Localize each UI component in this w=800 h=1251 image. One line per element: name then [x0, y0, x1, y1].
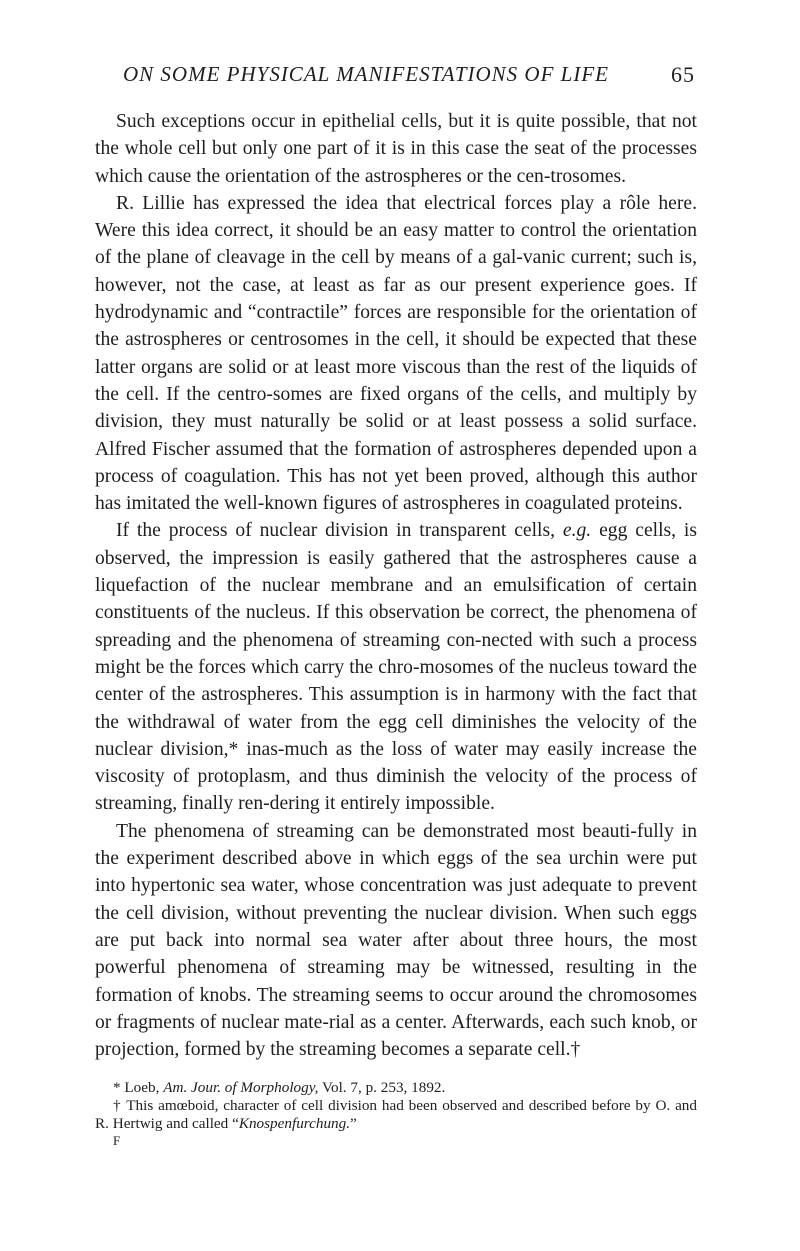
footnote-loeb-journal: Am. Jour. of Morphology, [163, 1079, 319, 1097]
footnote-hertwig-close: ” [350, 1115, 357, 1133]
footnote-hertwig [95, 1097, 697, 1133]
footnote-loeb-citation: Vol. 7, p. 253, 1892. [318, 1079, 446, 1097]
paragraph-lillie: R. Lillie has expressed the idea that electrical forces play a rôle here. Were this idea correct, it should be an easy matter to control the orientation of the plane of cleavage in the cell by means of a gal-vanic current; such is, however, not the case, at least as far as our present experience goes. If hydrodynamic and “contractile” forces are responsible for the orientation of the astrospheres or centrosomes in the cell, it should be expected that these latter organs are solid or at least more viscous than the rest of the liquids of the cell. If the centro-somes are fixed organs of the cells, and multiply by division, they must naturally be solid or at least possess a solid surface. Alfred Fischer assumed that the formation of astrospheres depended upon a process of coagulation. This has not yet been proved, although this author has imitated the well-known figures of astrospheres in coagulated proteins. [95, 192, 697, 515]
running-head [95, 62, 697, 96]
running-title: ON SOME PHYSICAL MANIFESTATIONS OF LIFE [122, 62, 610, 86]
body-text [95, 108, 697, 1063]
page-number: 65 [671, 62, 695, 87]
paragraph-nuclear-division-part-a: If the process of nuclear division in transparent cells, [116, 520, 563, 542]
footnote-hertwig-term: Knospenfurchung. [238, 1115, 351, 1133]
signature-mark: F [113, 1133, 121, 1149]
eg-abbreviation: e.g. [562, 520, 592, 542]
paragraph-streaming: The phenomena of streaming can be demonstrated most beauti-fully in the experiment described above in which eggs of the sea urchin were put into hypertonic sea water, whose concentration was just adequate to prevent the cell division, without preventing the nuclear division. When such eggs are put back into normal sea water after about three hours, the most powerful phenomena of streaming may be witnessed, resulting in the formation of knobs. The streaming seems to occur around the chromosomes or fragments of nuclear mate-rial as a center. Afterwards, each such knob, or projection, formed by the streaming becomes a separate cell.† [95, 820, 697, 1061]
footnotes [95, 1079, 697, 1149]
paragraph-nuclear-division [95, 517, 697, 817]
footnote-hertwig-text: † This amœboid, character of cell division had been observed and described before by O. and R. Hertwig and called “ [95, 1097, 697, 1133]
paragraph-exceptions: Such exceptions occur in epithelial cells, but it is quite possible, that not the whole cell but only one part of it is in this case the seat of the processes which cause the orientation of the astrospheres or the cen-trosomes. [95, 111, 697, 187]
footnote-loeb-author: * Loeb, [113, 1079, 164, 1097]
book-page [95, 62, 697, 1149]
paragraph-nuclear-division-part-b: egg cells, is observed, the impression is easily gathered that the astrospheres cause a liquefaction of the nuclear membrane and an emulsification of certain constituents of the nucleus. If this observation be correct, the phenomena of spreading and the phenomena of streaming con-nected with such a process might be the forces which carry the chro-mosomes of the nucleus toward the center of the astrospheres. This assumption is in harmony with the fact that the withdrawal of water from the egg cell diminishes the velocity of the nuclear division,* inas-much as the loss of water may easily increase the viscosity of protoplasm, and thus diminish the velocity of the process of streaming, finally ren-dering it entirely impossible. [95, 520, 697, 815]
footnote-loeb [95, 1079, 697, 1097]
